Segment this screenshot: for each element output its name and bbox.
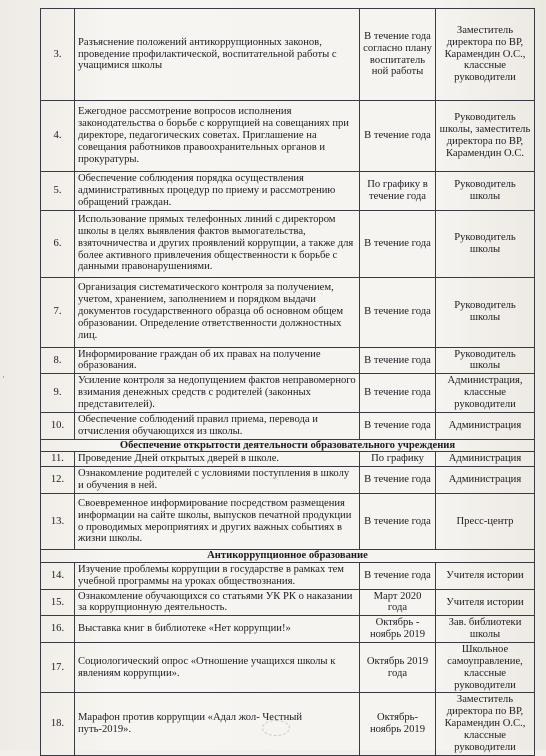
margin-mark: · bbox=[2, 372, 5, 382]
row-number: 7. bbox=[41, 277, 75, 347]
responsible-cell: Заместитель директора по ВР, Карамендин О.С., классные руководители bbox=[436, 9, 535, 101]
responsible-cell: Руководитель школы bbox=[436, 277, 535, 347]
responsible-cell: Учителя истории bbox=[436, 562, 535, 589]
event-cell: Ознакомление обучающихся со статьями УК РК о наказании за коррупционную деятельность. bbox=[75, 589, 360, 616]
responsible-cell: Руководитель школы bbox=[436, 210, 535, 277]
term-cell: Октябрь-ноябрь 2019 bbox=[360, 693, 436, 755]
table-row bbox=[41, 101, 535, 172]
table-row bbox=[41, 494, 535, 550]
table-row bbox=[41, 589, 535, 616]
term-cell: В течение года bbox=[360, 347, 436, 374]
section-title: Антикоррупционное образование bbox=[41, 550, 535, 563]
table-row bbox=[41, 277, 535, 347]
row-number: 11. bbox=[41, 452, 75, 467]
responsible-cell: Администрация bbox=[436, 467, 535, 494]
event-cell: Своевременное информирование посредством размещения информации на сайте школы, выпусков печатной продукции о проводимых мероприятиях и других важных событиях в жизни школы. bbox=[75, 494, 360, 550]
event-cell: Марафон против коррупции «Адал жол- Честный путь-2019». bbox=[75, 693, 360, 755]
row-number: 18. bbox=[41, 693, 75, 755]
table-row bbox=[41, 616, 535, 643]
term-cell: В течение года bbox=[360, 412, 436, 439]
term-cell: Март 2020 года bbox=[360, 589, 436, 616]
event-cell: Усиление контроля за недопущением фактов неправомерного взимания денежных средств с родителей (законных представителей). bbox=[75, 374, 360, 413]
section-header-row bbox=[41, 550, 535, 563]
table-row bbox=[41, 467, 535, 494]
section-header-row bbox=[41, 439, 535, 452]
responsible-cell: Заместитель директора по ВР, Карамендин О.С., классные руководители bbox=[436, 693, 535, 755]
event-cell: Проведение Дней открытых дверей в школе. bbox=[75, 452, 360, 467]
event-cell: Изучение проблемы коррупции в государстве в рамках тем учебной программы на уроках обществознания. bbox=[75, 562, 360, 589]
responsible-cell: Администрация bbox=[436, 412, 535, 439]
row-number: 3. bbox=[41, 9, 75, 101]
responsible-cell: Администрация, классные руководители bbox=[436, 374, 535, 413]
event-cell: Обеспечение соблюдений правил приема, перевода и отчисления обучающихся из школы. bbox=[75, 412, 360, 439]
row-number: 12. bbox=[41, 467, 75, 494]
term-cell: В течение года bbox=[360, 210, 436, 277]
term-cell: В течение года bbox=[360, 562, 436, 589]
term-cell: В течение года bbox=[360, 374, 436, 413]
responsible-cell: Администрация bbox=[436, 452, 535, 467]
anticorruption-plan-table bbox=[40, 8, 535, 756]
row-number: 13. bbox=[41, 494, 75, 550]
term-cell: Октябрь - ноябрь 2019 bbox=[360, 616, 436, 643]
row-number: 17. bbox=[41, 643, 75, 693]
responsible-cell: Пресс-центр bbox=[436, 494, 535, 550]
row-number: 10. bbox=[41, 412, 75, 439]
term-cell: По графику в течение года bbox=[360, 172, 436, 211]
table-row bbox=[41, 374, 535, 413]
row-number: 14. bbox=[41, 562, 75, 589]
event-cell: Информирование граждан об их правах на получение образования. bbox=[75, 347, 360, 374]
faint-stamp-mark bbox=[262, 720, 290, 736]
term-cell: В течение года bbox=[360, 101, 436, 172]
event-cell: Организация систематического контроля за получением, учетом, хранением, заполнением и порядком выдачи документов государственного образца об основном общем образовании. Определение ответственности должностных лиц. bbox=[75, 277, 360, 347]
term-cell: В течение года bbox=[360, 277, 436, 347]
responsible-cell: Руководитель школы bbox=[436, 172, 535, 211]
event-cell: Ежегодное рассмотрение вопросов исполнения законодательства о борьбе с коррупцией на совещаниях при директоре, педагогических советах. Приглашение на совещания работников правоохранительных органов и прокуратуры. bbox=[75, 101, 360, 172]
row-number: 8. bbox=[41, 347, 75, 374]
table-row bbox=[41, 172, 535, 211]
row-number: 6. bbox=[41, 210, 75, 277]
event-cell: Выставка книг в библиотеке «Нет коррупции!» bbox=[75, 616, 360, 643]
term-cell: По графику bbox=[360, 452, 436, 467]
row-number: 4. bbox=[41, 101, 75, 172]
event-cell: Ознакомление родителей с условиями поступления в школу и обучения в ней. bbox=[75, 467, 360, 494]
term-cell: В течение года bbox=[360, 494, 436, 550]
table-row bbox=[41, 9, 535, 101]
row-number: 16. bbox=[41, 616, 75, 643]
table-row bbox=[41, 643, 535, 693]
table-row bbox=[41, 210, 535, 277]
plan-table-body bbox=[41, 9, 535, 756]
row-number: 5. bbox=[41, 172, 75, 211]
table-row bbox=[41, 412, 535, 439]
row-number: 15. bbox=[41, 589, 75, 616]
term-cell: Октябрь 2019 года bbox=[360, 643, 436, 693]
responsible-cell: Руководитель школы bbox=[436, 347, 535, 374]
event-cell: Использование прямых телефонных линий с директором школы в целях выявления фактов вымогательства, взяточничества и других проявлений коррупции, а также для более активного привлечения общественности к борьбе с данными правонарушениями. bbox=[75, 210, 360, 277]
term-cell: В течение года bbox=[360, 467, 436, 494]
table-row bbox=[41, 562, 535, 589]
table-row bbox=[41, 347, 535, 374]
section-title: Обеспечение открытости деятельности образовательного учреждения bbox=[41, 439, 535, 452]
row-number: 9. bbox=[41, 374, 75, 413]
responsible-cell: Руководитель школы, заместитель директора по ВР, Карамендин О.С. bbox=[436, 101, 535, 172]
event-cell: Обеспечение соблюдения порядка осуществления административных процедур по приему и рассмотрению обращений граждан. bbox=[75, 172, 360, 211]
event-cell: Разъяснение положений антикоррупционных законов, проведение профилактической, воспитательной работы с учащимися школы bbox=[75, 9, 360, 101]
responsible-cell: Школьное самоуправление, классные руководители bbox=[436, 643, 535, 693]
term-cell: В течение года согласно плану воспитатель ной работы bbox=[360, 9, 436, 101]
event-cell: Социологический опрос «Отношение учащихся школы к явлениям коррупции». bbox=[75, 643, 360, 693]
table-row bbox=[41, 452, 535, 467]
responsible-cell: Учителя истории bbox=[436, 589, 535, 616]
responsible-cell: Зав. библиотеки школы bbox=[436, 616, 535, 643]
